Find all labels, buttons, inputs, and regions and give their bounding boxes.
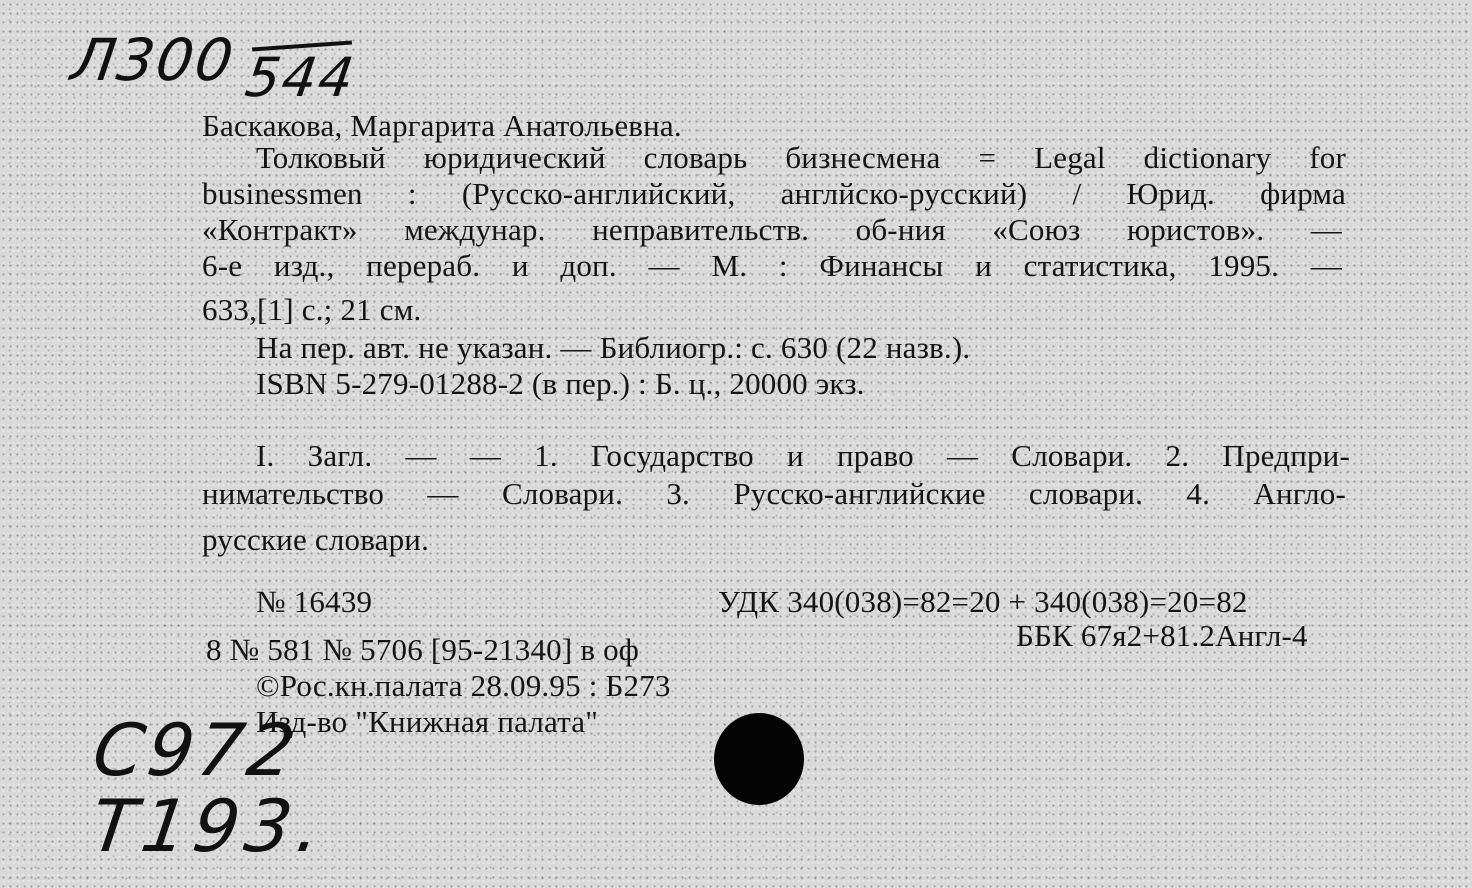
handwritten-shelf-subnumber: 544 bbox=[241, 46, 360, 109]
title-line-2: businessmen : (Русско-английский, англйско-русский) / Юрид. фирма bbox=[202, 176, 1346, 211]
handwritten-code-line-2: Т193. bbox=[86, 784, 333, 868]
title-line-4: 6-е изд., перераб. и доп. — М. : Финансы и статистика, 1995. — bbox=[202, 248, 1342, 283]
bbk-classification: ББК 67я2+81.2Англ-4 bbox=[1016, 618, 1308, 653]
title-line-5: 633,[1] с.; 21 см. bbox=[202, 292, 422, 327]
publisher-line: Изд-во "Книжная палата" bbox=[256, 704, 599, 739]
udk-classification: УДК 340(038)=82=20 + 340(038)=20=82 bbox=[718, 584, 1248, 619]
handwritten-shelf-mark: Л300 bbox=[67, 26, 240, 94]
subject-line-3: русские словари. bbox=[202, 522, 430, 557]
title-line-3: «Контракт» междунар. неправительств. об-ния «Союз юристов». — bbox=[202, 212, 1342, 247]
copyright-line: ©Рос.кн.палата 28.09.95 : Б273 bbox=[256, 668, 671, 703]
punched-hole bbox=[714, 713, 804, 805]
title-line-1: Толковый юридический словарь бизнесмена = Legal dictionary for bbox=[256, 140, 1346, 175]
subject-line-2: нимательство — Словари. 3. Русско-английские словари. 4. Англо- bbox=[202, 476, 1346, 511]
handwritten-code-line-1: С972 bbox=[88, 708, 304, 792]
note-line: На пер. авт. не указан. — Библиогр.: с. 630 (22 назв.). bbox=[256, 330, 971, 365]
isbn-line: ISBN 5-279-01288-2 (в пер.) : Б. ц., 20000 экз. bbox=[256, 366, 865, 401]
subject-line-1: I. Загл. — — 1. Государство и право — Словари. 2. Предпри- bbox=[256, 438, 1350, 473]
author-heading: Баскакова, Маргарита Анатольевна. bbox=[202, 108, 682, 143]
numbers-line: 8 № 581 № 5706 [95-21340] в оф bbox=[206, 632, 640, 667]
record-number: № 16439 bbox=[256, 584, 373, 619]
